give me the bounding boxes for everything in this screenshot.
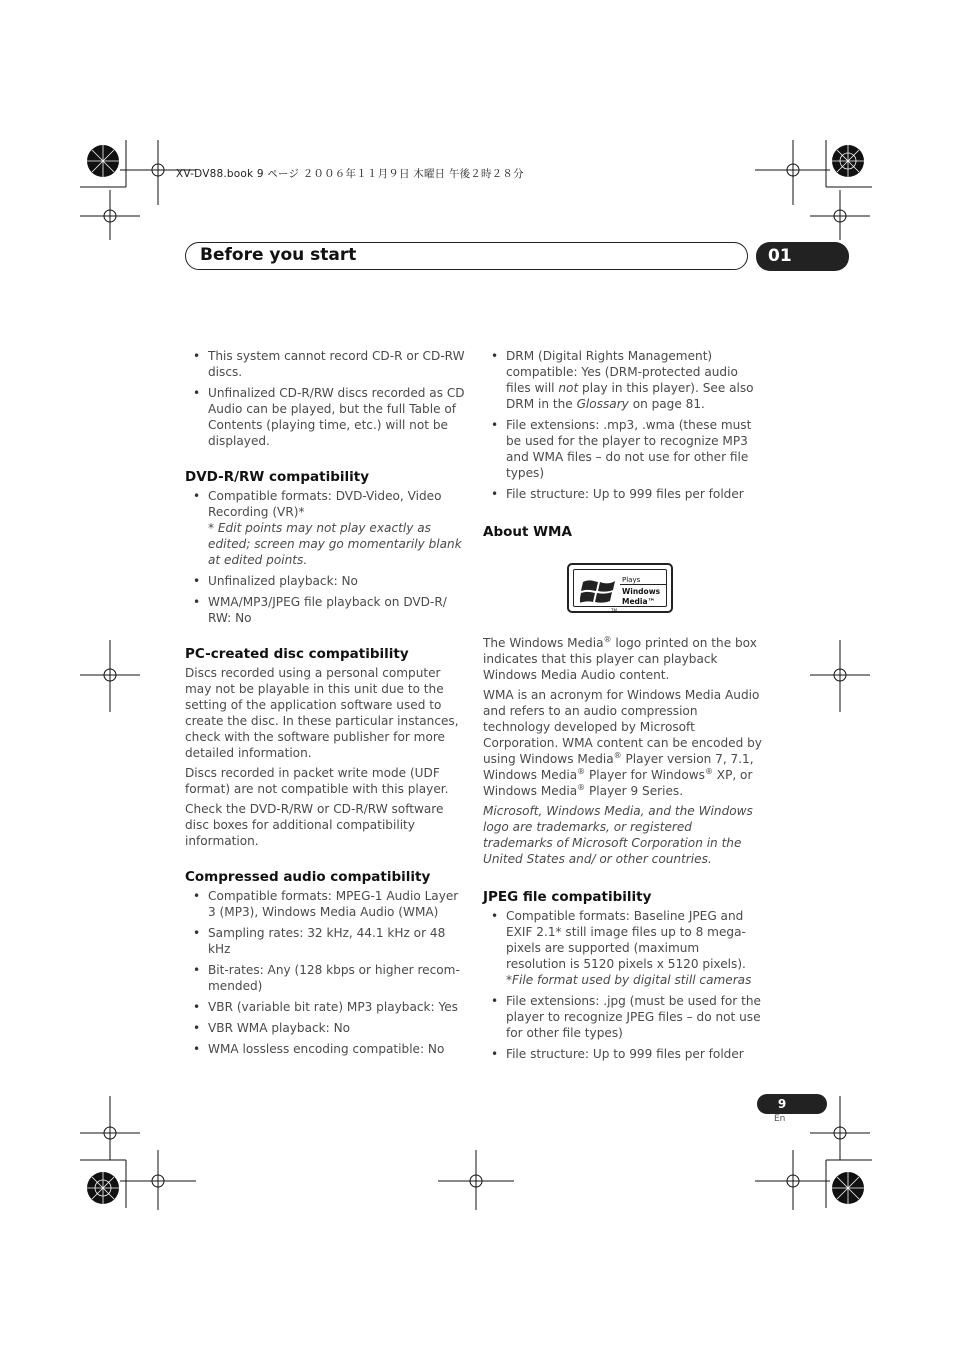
trademark-notice: Microsoft, Windows Media, and the Windows logo are trademarks, or registered trademarks of Microsoft Corporation in the United States and/ or other countries. xyxy=(483,804,753,866)
jpeg-list xyxy=(483,908,763,1062)
list-item xyxy=(185,488,465,568)
list-item: • File structure: Up to 999 files per folder xyxy=(483,486,763,502)
logo-plays-label: Plays xyxy=(622,576,641,584)
mp3-wma-list xyxy=(483,348,763,502)
compressed-audio-heading: Compressed audio compatibility xyxy=(185,869,431,885)
jpeg-heading: JPEG file compatibility xyxy=(483,889,652,905)
about-wma-heading: About WMA xyxy=(483,524,572,540)
paragraph: Discs recorded using a personal computer may not be playable in this unit due to the setting of the application software used to create the disc. In these particular instances, check with the software publisher for more detailed information. xyxy=(185,666,459,760)
plays-windows-media-logo xyxy=(567,563,673,613)
chapter-number-badge: 01 xyxy=(756,242,849,271)
section-title-bar xyxy=(185,242,748,270)
trademark-symbol: TM xyxy=(611,608,617,613)
list-item-text: Compatible formats: Baseline JPEG and EXIF 2.1* still image files up to 8 mega-pixels are supported (maximum resolution is 5120 pixels x 5120 pixels). xyxy=(506,909,746,971)
footnote-text: * Edit points may not play exactly as edited; screen may go momentarily blank at edited points. xyxy=(208,521,462,567)
page-number: 9 xyxy=(757,1094,827,1114)
paragraph: Discs recorded in packet write mode (UDF format) are not compatible with this player. xyxy=(185,766,449,796)
list-item: • Bit-rates: Any (128 kbps or higher recom-mended) xyxy=(185,962,465,994)
list-item: • VBR WMA playback: No xyxy=(185,1020,465,1036)
list-item: • File extensions: .mp3, .wma (these must be used for the player to recognize MP3 and WMA files – do not use for other file types) xyxy=(483,417,763,481)
right-column xyxy=(483,348,763,1067)
text: play in this player). See also DRM in the xyxy=(506,381,754,411)
list-item: • File structure: Up to 999 files per folder xyxy=(483,1046,763,1062)
intro-list xyxy=(185,348,465,449)
emphasis: not xyxy=(558,381,579,395)
list-item xyxy=(483,348,763,412)
compressed-audio-list xyxy=(185,888,465,1057)
list-item xyxy=(483,908,763,988)
paragraph: Check the DVD-R/RW or CD-R/RW software disc boxes for additional compatibility information. xyxy=(185,802,444,848)
text: DRM (Digital Rights Management) compatible: Yes (DRM-protected audio files will xyxy=(506,349,738,395)
list-item: • Unfinalized playback: No xyxy=(185,573,465,589)
text: on page 81. xyxy=(628,397,705,411)
list-item: • VBR (variable bit rate) MP3 playback: Yes xyxy=(185,999,465,1015)
paragraph: The Windows Media® logo printed on the box indicates that this player can playback Windows Media Audio content. xyxy=(483,634,757,682)
dvd-rw-list xyxy=(185,488,465,626)
footnote-text: *File format used by digital still cameras xyxy=(506,973,752,987)
left-column xyxy=(185,348,465,1062)
list-item: • File extensions: .jpg (must be used for the player to recognize JPEG files – do not use for other file types) xyxy=(483,993,763,1041)
list-item: • WMA lossless encoding compatible: No xyxy=(185,1041,465,1057)
list-item: • Compatible formats: MPEG-1 Audio Layer 3 (MP3), Windows Media Audio (WMA) xyxy=(185,888,465,920)
list-item-text: Compatible formats: DVD-Video, Video Recording (VR)* xyxy=(208,489,442,519)
list-item: • Unfinalized CD-R/RW discs recorded as CD Audio can be played, but the full Table of Contents (playing time, etc.) will not be displayed. xyxy=(185,385,465,449)
logo-brand-label: Windows Media™ xyxy=(622,587,661,606)
list-item: • WMA/MP3/JPEG file playback on DVD-R/ RW: No xyxy=(185,594,465,626)
glossary-reference: Glossary xyxy=(576,397,629,411)
pc-disc-heading: PC-created disc compatibility xyxy=(185,646,409,662)
list-item: • This system cannot record CD-R or CD-RW discs. xyxy=(185,348,465,380)
section-title: Before you start xyxy=(200,245,357,265)
dvd-rw-heading: DVD-R/RW compatibility xyxy=(185,469,370,485)
paragraph: WMA is an acronym for Windows Media Audio and refers to an audio compression technology developed by Microsoft Corporation. WMA content can be encoded by using Windows Media® Player version 7, 7.1, Windows Media® Player for Windows® XP, or Windows Media® Player 9 Series. xyxy=(483,688,762,798)
language-code: En xyxy=(774,1114,786,1124)
print-job-header: XV-DV88.book 9 ページ ２００６年１１月９日 木曜日 午後２時２８分 xyxy=(176,168,524,180)
list-item: • Sampling rates: 32 kHz, 44.1 kHz or 48 kHz xyxy=(185,925,465,957)
